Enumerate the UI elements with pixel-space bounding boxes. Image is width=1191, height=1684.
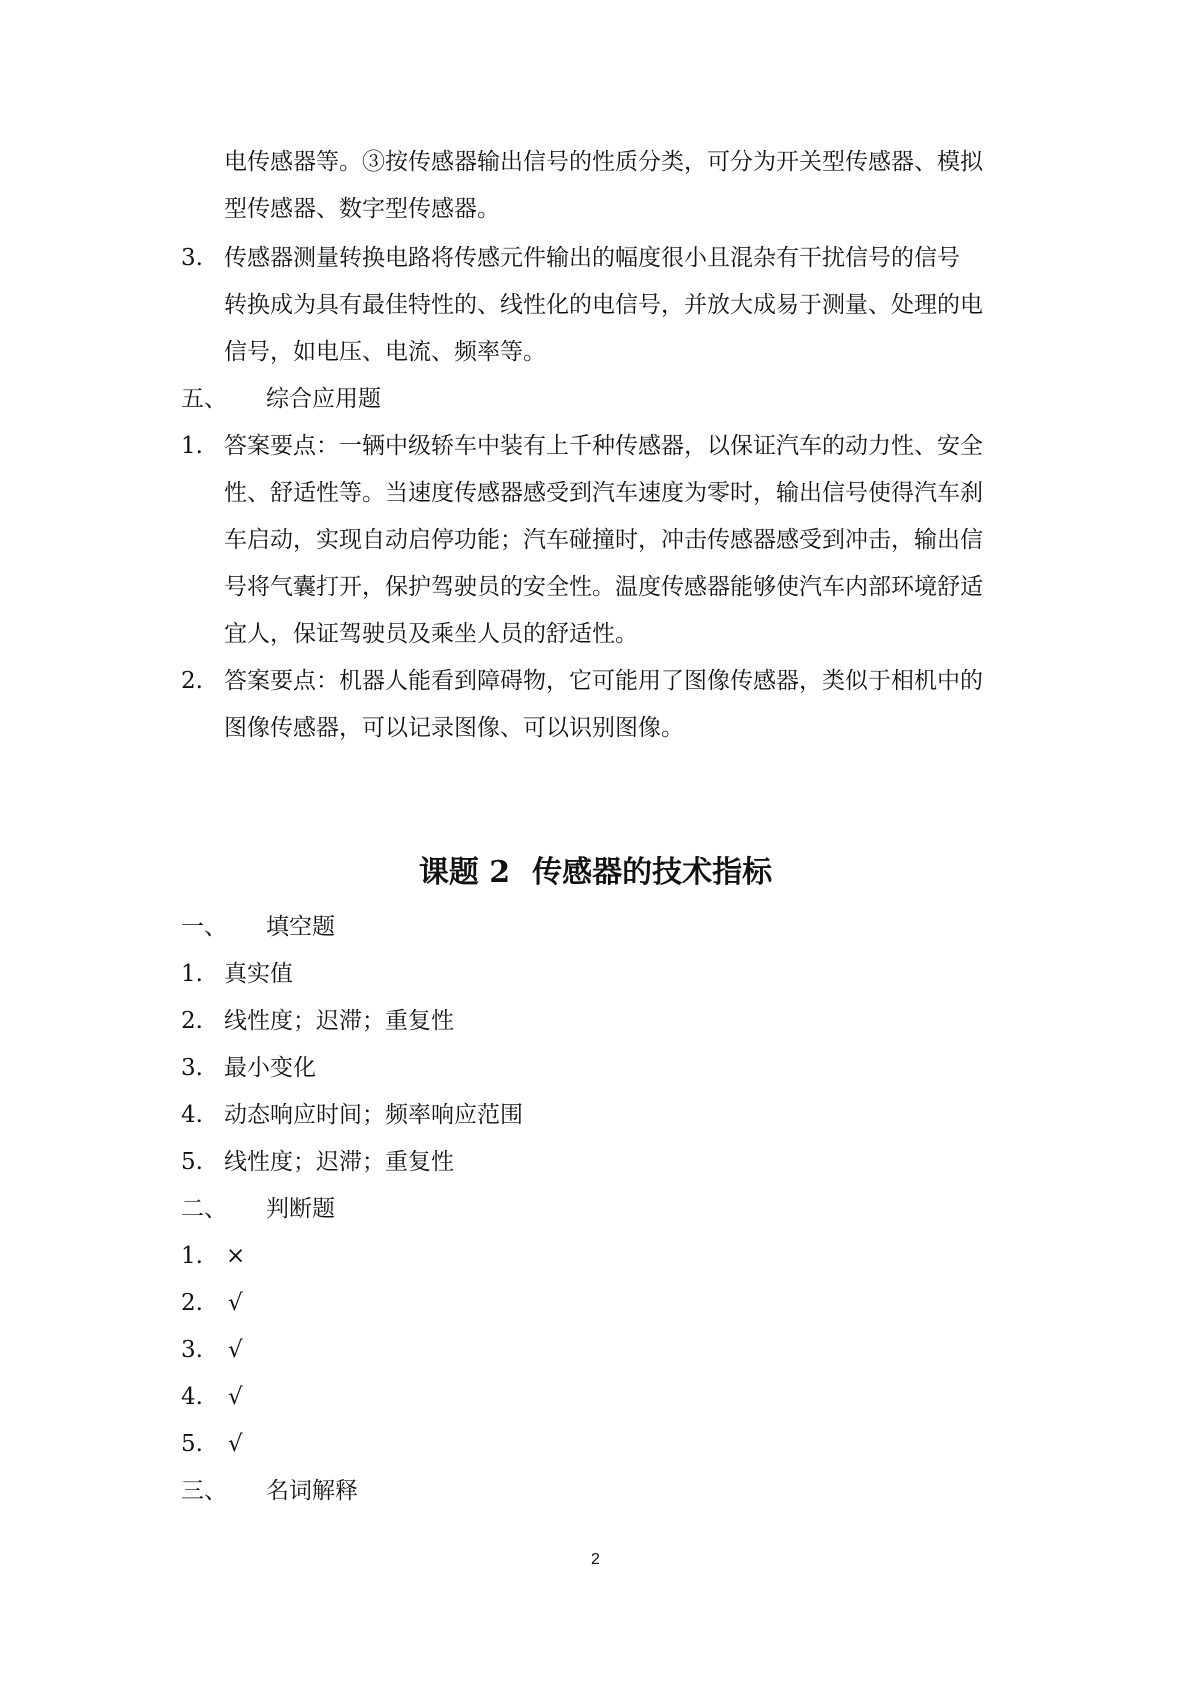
answer-text: 最小变化 <box>224 1055 316 1081</box>
answer-mark: √ <box>228 1290 243 1316</box>
answer-text: 线性度；迟滞；重复性 <box>224 1008 454 1034</box>
item-number: 1. <box>181 961 203 987</box>
item-number: 1. <box>181 1243 203 1269</box>
paragraph-line: 型传感器、数字型传感器。 <box>224 196 500 222</box>
answer-mark: √ <box>228 1431 243 1457</box>
section-heading: 名词解释 <box>266 1478 358 1504</box>
item-number: 5. <box>181 1149 203 1175</box>
section-heading: 综合应用题 <box>266 386 381 412</box>
lesson-title-text: 传感器的技术指标 <box>532 855 773 890</box>
paragraph-line: 答案要点：机器人能看到障碍物，它可能用了图像传感器，类似于相机中的 <box>224 668 983 694</box>
paragraph-line: 宜人，保证驾驶员及乘坐人员的舒适性。 <box>224 621 638 647</box>
item-number: 4. <box>181 1102 203 1128</box>
page-number: 2 <box>591 1551 600 1568</box>
item-number: 3. <box>181 1055 203 1081</box>
paragraph-line: 图像传感器，可以记录图像、可以识别图像。 <box>224 715 684 741</box>
answer-mark: √ <box>228 1337 243 1363</box>
item-number: 3. <box>181 245 203 271</box>
paragraph-line: 电传感器等。③按传感器输出信号的性质分类，可分为开关型传感器、模拟 <box>224 149 983 175</box>
paragraph-line: 信号，如电压、电流、频率等。 <box>224 339 546 365</box>
item-number: 2. <box>181 668 203 694</box>
paragraph-line: 性、舒适性等。当速度传感器感受到汽车速度为零时，输出信号使得汽车刹 <box>224 480 983 506</box>
answer-text: 动态响应时间；频率响应范围 <box>224 1102 523 1128</box>
section-number: 五、 <box>181 386 227 412</box>
paragraph-line: 转换成为具有最佳特性的、线性化的电信号，并放大成易于测量、处理的电 <box>224 292 983 318</box>
item-number: 4. <box>181 1384 203 1410</box>
item-number: 2. <box>181 1290 203 1316</box>
section-number: 一、 <box>181 914 227 940</box>
answer-text: 真实值 <box>224 961 293 987</box>
section-heading: 填空题 <box>266 914 335 940</box>
lesson-title <box>0 855 1191 891</box>
section-heading: 判断题 <box>266 1196 335 1222</box>
section-number: 三、 <box>181 1478 227 1504</box>
answer-mark: √ <box>228 1384 243 1410</box>
item-number: 3. <box>181 1337 203 1363</box>
answer-text: 线性度；迟滞；重复性 <box>224 1149 454 1175</box>
lesson-title-number: 课题 2 <box>418 855 511 890</box>
item-number: 5. <box>181 1431 203 1457</box>
section-number: 二、 <box>181 1196 227 1222</box>
paragraph-line: 答案要点：一辆中级轿车中装有上千种传感器，以保证汽车的动力性、安全 <box>224 433 983 459</box>
item-number: 1. <box>181 433 203 459</box>
paragraph-line: 传感器测量转换电路将传感元件输出的幅度很小且混杂有干扰信号的信号 <box>224 245 960 271</box>
paragraph-line: 号将气囊打开，保护驾驶员的安全性。温度传感器能够使汽车内部环境舒适 <box>224 574 983 600</box>
item-number: 2. <box>181 1008 203 1034</box>
answer-mark: × <box>226 1243 246 1269</box>
paragraph-line: 车启动，实现自动启停功能；汽车碰撞时，冲击传感器感受到冲击，输出信 <box>224 527 983 553</box>
